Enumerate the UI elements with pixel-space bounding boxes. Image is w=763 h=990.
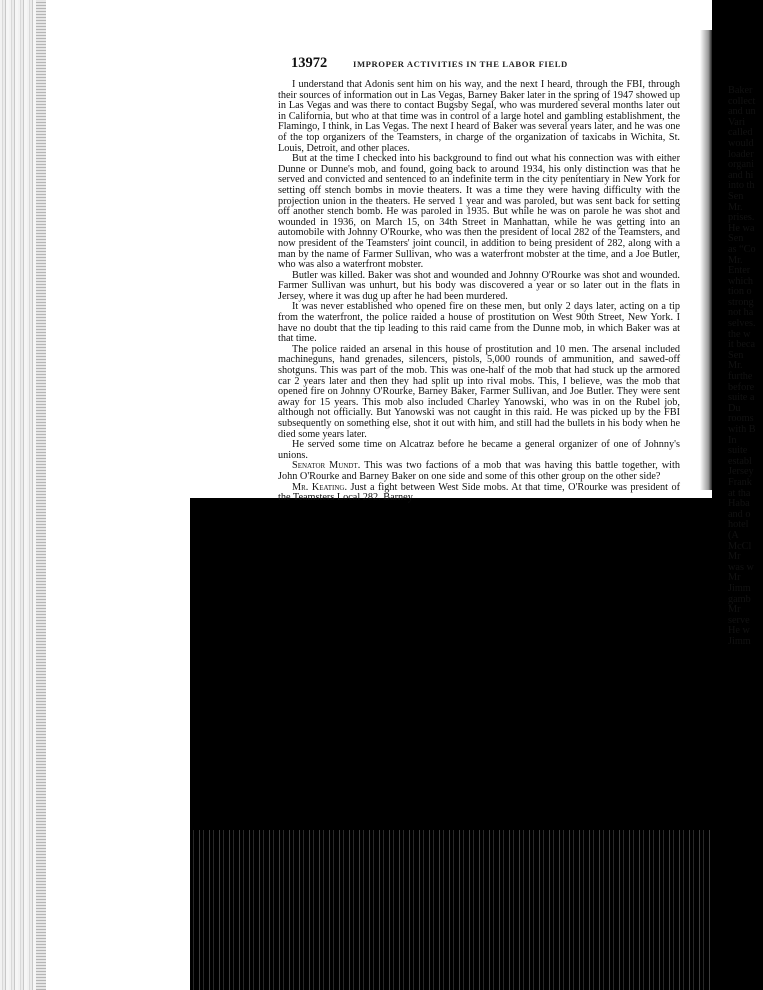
next-page-line-fragment: as “Co xyxy=(728,243,756,255)
running-title: IMPROPER ACTIVITIES IN THE LABOR FIELD xyxy=(353,59,568,69)
next-page-line-fragment: Du xyxy=(728,402,741,414)
next-page-line-fragment: it beca xyxy=(728,339,756,351)
next-page-line-fragment: Enter xyxy=(728,265,751,277)
next-page-line-fragment: with B xyxy=(728,424,756,435)
next-page-line-fragment: gamb xyxy=(728,593,751,605)
next-page-line-fragment: Mr. xyxy=(728,201,743,213)
next-page-line-fragment: rooms xyxy=(728,413,754,425)
paragraph: Butler was killed. Baker was shot and wounded and Johnny O'Rourke was shot and wounded. Farmer Sullivan was unhurt, but his body was discovered a year or so later out in the flats in Jersey, where it was dug up after he had been murdered. xyxy=(278,269,680,302)
next-page-line-fragment: would xyxy=(728,137,754,149)
paragraph xyxy=(278,483,680,504)
next-page-line-fragment: the w xyxy=(728,328,751,340)
paragraph: I understand that Adonis sent him on his way, and the next I heard, through the FBI, through their sources of information out in Las Vegas, Barney Baker later in the spring of 1947 showed up in Las Vegas and was there to contact Bugsby Segal, who was murdered several months later out in California, but who at that time was in control of a large hotel and gambling establishment, the Flamingo, I think, in Las Vegas. The next I heard of Baker was several years later, and he was one of the top organizers of the Teamsters, in charge of the organization of taxicabs in Wichita, St. Louis, Detroit, and other places. xyxy=(278,79,680,154)
next-page-line-fragment: which xyxy=(728,275,754,287)
running-head xyxy=(291,55,691,73)
next-page-line-fragment: Baker xyxy=(728,86,753,96)
next-page-line-fragment: He w xyxy=(728,625,750,637)
next-page-column xyxy=(728,86,763,647)
next-page-line-fragment: loader xyxy=(728,148,754,160)
next-page-line-fragment: into th xyxy=(728,180,755,192)
next-page-line-fragment: prises. xyxy=(728,212,755,224)
next-page-line-fragment: called xyxy=(728,127,753,139)
paragraph xyxy=(278,461,680,482)
next-page-line-fragment: Sen xyxy=(728,190,744,202)
speaker-name: Mr. Keating. xyxy=(292,481,348,493)
main-text-column xyxy=(278,80,680,504)
next-page-line-fragment: selves. xyxy=(728,318,756,330)
next-page-line-fragment: Jersey xyxy=(728,466,754,478)
next-page-line-fragment: Mr xyxy=(728,572,741,584)
next-page-line-fragment: Mr xyxy=(728,551,741,563)
next-page-line-fragment: and o xyxy=(728,508,751,520)
next-page-line-fragment: In xyxy=(728,434,737,446)
next-page-line-fragment: suite xyxy=(728,445,748,457)
paragraph: But at the time I checked into his background to find out what his connection was with either Dunne or Dunne's mob, and found, going back to around 1934, his only distinction was that he served and convicted and sentenced to an indefinite term in the city penitentiary in New York for setting off stench bombs in movie theaters. It was a time they were having difficulty with the projection union in the theaters. He served 1 year and was paroled, but was sent back for setting off another stench bomb. He was paroled in 1935. But while he was on parole he was shot and wounded in 1936, on March 15, on 34th Street in Manhattan, while he was getting into an automobile with Johnny O'Rourke, who was then the president of local 282 of the Teamsters, and now president of the Teamsters' joint council, in addition to being president of 282, along with a man by the name of Farmer Sullivan, who was a waterfront mobster at the time, and a Joe Butler, who was also a waterfront mobster. xyxy=(278,153,680,271)
next-page-line-fragment: Mr xyxy=(728,604,741,616)
speech-text: This was two factions of a mob that was having this battle together, with John O'Rourke and Barney Baker on one side and some of this other group on the other side? xyxy=(278,460,680,482)
next-page-line-fragment: Frank xyxy=(728,476,752,488)
next-page-line-fragment: Vari xyxy=(728,116,746,128)
next-page-line-fragment: Jimm xyxy=(728,582,751,594)
next-page-line-fragment: McCl xyxy=(728,540,752,552)
next-page-line-fragment: Haba xyxy=(728,498,750,510)
next-page-line-fragment: and hi xyxy=(728,169,754,181)
next-page-line-fragment: Jimm xyxy=(728,635,751,647)
paragraph: He served some time on Alcatraz before he became a general organizer of one of Johnny's unions. xyxy=(278,439,680,461)
speaker-name: Senator Mundt. xyxy=(292,460,361,472)
next-page-line-fragment: Sen xyxy=(728,349,744,361)
next-page-line-fragment: furthe xyxy=(728,371,753,383)
next-page-line-fragment: Mr. xyxy=(728,254,743,266)
scan-edge-left xyxy=(0,0,46,990)
next-page-line-fragment: (A xyxy=(728,529,739,541)
next-page-line-fragment: suite a xyxy=(728,392,755,404)
paragraph: The police raided an arsenal in this house of prostitution and 10 men. The arsenal included machineguns, hand grenades, silencers, pistols, 5,000 rounds of ammunition, and sawed-off shotguns. This was part of the mob. This was one-half of the mob that had stuck up the armored car 2 years later and then they had split up into rival mobs. This, I believe, was the mob that opened fire on Johnny O'Rourke, Barney Baker, Farmer Sullivan, and Joe Butler. They were sent away for 15 years. This mob also included Charley Yanowski, who was in on the Rubel job, although not officially. But Yanowski was not caught in this raid. He was picked up by the FBI subsequently on something else, shot it out with him, and still had the bullets in his body when he died some years later. xyxy=(278,343,680,440)
speech-text: Just a fight between West Side mobs. At that time, O'Rourke was president of the Teamsters Local 282. Barney xyxy=(278,481,680,504)
next-page-line-fragment: not ha xyxy=(728,307,754,319)
next-page-line-fragment: collect xyxy=(728,95,756,107)
next-page-line-fragment: He wa xyxy=(728,222,755,234)
next-page-line-fragment: at tha xyxy=(728,487,751,499)
next-page-line-fragment: organi xyxy=(728,159,755,171)
next-page-line-fragment: was w xyxy=(728,561,754,573)
next-page-line-fragment: tion o xyxy=(728,286,752,298)
next-page-line-fragment: strong xyxy=(728,296,754,308)
next-page-line-fragment: Mr. xyxy=(728,360,743,372)
page-gutter xyxy=(700,30,712,490)
paragraph: It was never established who opened fire on these men, but only 2 days later, acting on a tip from the waterfront, the police raided a house of prostitution on West 90th Street, New York. I have no doubt that the tip leading to this raid came from the Dunne mob, in which Baker was at that time. xyxy=(278,301,680,345)
page-number: 13972 xyxy=(291,55,328,71)
next-page-line-fragment: serve xyxy=(728,614,750,626)
next-page-line-fragment: Sen xyxy=(728,233,744,245)
next-page-line-fragment: hotel xyxy=(728,519,749,531)
next-page-line-fragment: establ xyxy=(728,455,752,467)
next-page-line-fragment: before xyxy=(728,381,755,393)
next-page-line-fragment: and un xyxy=(728,106,756,118)
scan-noise-bottom xyxy=(190,830,730,990)
